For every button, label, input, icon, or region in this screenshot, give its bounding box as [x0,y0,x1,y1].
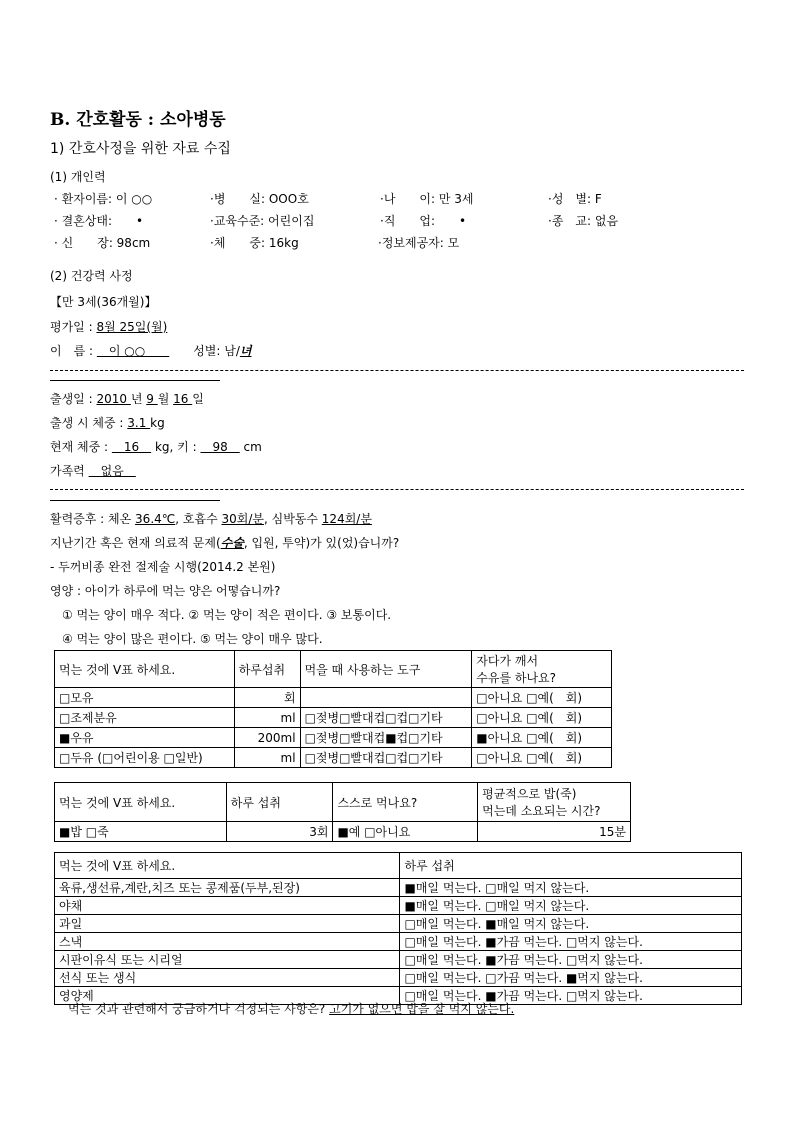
table-row: 과일 □매일 먹는다. ■매일 먹지 않는다. [55,915,742,933]
table-header: 하루 섭취 [400,853,742,879]
milk-table [54,650,612,768]
nutrition-options-2: ④ 먹는 양이 많은 편이다. ⑤ 먹는 양이 매우 많다. [62,632,323,646]
current-measurements: 현재 체중 : 16 kg, 키 : 98 cm [50,440,262,454]
height: · 신 장: 98cm [54,236,151,250]
table-row: ■밥 □죽 3회 ■예 □아니요 15분 [55,822,631,842]
medical-problem-question: 지난기간 혹은 현재 의료적 문제(수술, 입원, 투약)가 있(었)습니까? [50,536,400,550]
dashed-separator [50,370,744,371]
weight: ·체 중: 16kg [210,236,299,250]
separator-line [50,380,220,381]
table-row: 선식 또는 생식 □매일 먹는다. □가끔 먹는다. ■먹지 않는다. [55,969,742,987]
table-row: 육류,생선류,계란,치즈 또는 콩제품(두부,된장) ■매일 먹는다. □매일 먹지 않는다. [55,879,742,897]
marital-status: · 결혼상태: • [54,214,144,228]
table-row: □모유 회 □아니요 □예( 회) [55,688,612,708]
informant: ·정보제공자: 모 [378,236,460,250]
table-header: 자다가 깨서 수유를 하나요? [472,651,612,688]
table-header: 평균적으로 밥(죽) 먹는데 소요되는 시간? [478,783,631,822]
feeding-concern: 먹는 것과 관련해서 궁금하거나 걱정되는 사항은? 고기가 없으면 밥을 잘 먹지 않는다. [68,1002,515,1016]
medical-problem-detail: - 두꺼비종 완전 절제술 시행(2014.2 본원) [50,560,276,574]
occupation: ·직 업: • [380,214,467,228]
table-row: □조제분유 ml □젖병□빨대컵□컵□기타 □아니요 □예( 회) [55,708,612,728]
personal-history-title: (1) 개인력 [50,170,106,184]
dashed-separator [50,489,744,490]
health-history-title: (2) 건강력 사정 [50,269,133,283]
table-row: 영양제 □매일 먹는다. ■가끔 먹는다. □먹지 않는다. [55,987,742,1005]
religion: ·종 교: 없음 [548,214,619,228]
table-header: 먹을 때 사용하는 도구 [300,651,472,688]
family-history: 가족력 없음 [50,464,136,478]
table-row: 스낵 □매일 먹는다. ■가끔 먹는다. □먹지 않는다. [55,933,742,951]
education: ·교육수준: 어린이집 [210,214,315,228]
section-heading: 1) 간호사정을 위한 자료 수집 [50,141,231,157]
patient-name: · 환자이름: 이 ○○ [54,192,153,206]
room: ·병 실: OOO호 [210,192,309,206]
name-gender-line: 이 름 : 이 ○○ 성별: 남/녀 [50,344,252,358]
separator-line [50,500,220,501]
table-header: 먹는 것에 V표 하세요. [55,853,400,879]
age: ·나 이: 만 3세 [380,192,474,206]
table-header: 스스로 먹나요? [333,783,478,822]
nutrition-options-1: ① 먹는 양이 매우 적다. ② 먹는 양이 적은 편이다. ③ 보통이다. [62,608,392,622]
nutrition-question: 영양 : 아이가 하루에 먹는 양은 어떻습니까? [50,584,281,598]
table-row: 시판이유식 또는 시리얼 □매일 먹는다. ■가끔 먹는다. □먹지 않는다. [55,951,742,969]
meal-table [54,782,631,842]
page-title: B. 간호활동 : 소아병동 [50,110,226,130]
table-header: 하루섭취 [234,651,300,688]
table-row: 야채 ■매일 먹는다. □매일 먹지 않는다. [55,897,742,915]
birth-weight: 출생 시 체중 : 3.1 kg [50,416,165,430]
evaluation-date: 평가일 : 8월 25일(월) [50,320,168,334]
sex: ·성 별: F [548,192,602,206]
table-row: □두유 (□어린이용 □일반) ml □젖병□빨대컵□컵□기타 □아니요 □예( 회) [55,748,612,768]
table-header: 먹는 것에 V표 하세요. [55,651,235,688]
age-group: 【만 3세(36개월)】 [50,295,157,309]
table-row: ■우유 200ml □젖병□빨대컵■컵□기타 ■아니요 □예( 회) [55,728,612,748]
vital-signs: 활력증후 : 체온 36.4℃, 호흡수 30회/분, 심박동수 124회/분 [50,512,372,526]
table-header: 하루 섭취 [226,783,333,822]
birth-date: 출생일 : 2010 년 9 월 16 일 [50,392,204,406]
table-header: 먹는 것에 V표 하세요. [55,783,227,822]
food-frequency-table [54,852,742,1005]
